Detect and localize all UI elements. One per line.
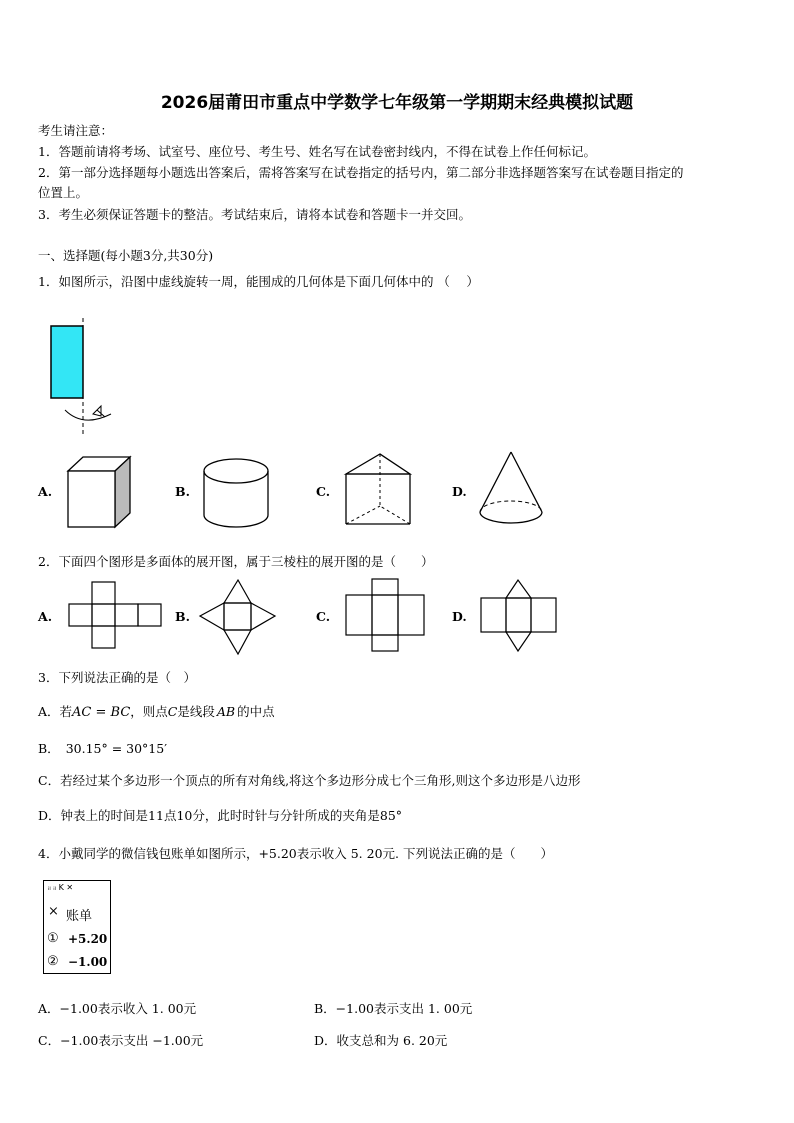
q3-d-mid2: 分，此时时针与分针所成的夹角是 bbox=[192, 808, 380, 823]
q2-option-b-label: B. bbox=[175, 609, 190, 624]
q2-option-c-label: C. bbox=[316, 609, 331, 624]
net-c-figure bbox=[345, 578, 429, 654]
q3-a-mid: ，则点 bbox=[130, 704, 168, 719]
phone-status-bar: ᵢₗ ᵢₗ K ✕ bbox=[48, 883, 74, 892]
q4-option-d: D．收支总和为 6. 20元 bbox=[314, 1033, 448, 1048]
row-2-index: ② bbox=[47, 954, 59, 969]
q1-option-c-label: C. bbox=[316, 484, 331, 499]
q1-option-b-label: B. bbox=[175, 484, 190, 499]
q3-d-hour: 11 bbox=[148, 808, 164, 823]
q4-option-b: B．−1.00表示支出 1. 00元 bbox=[314, 1001, 473, 1016]
q1-option-a-label: A. bbox=[38, 484, 53, 499]
notice-item-3: 3．考生必须保证答题卡的整洁。考试结束后，请将本试卷和答题卡一并交回。 bbox=[38, 207, 471, 222]
section-heading: 一、选择题(每小题3分,共30分) bbox=[38, 248, 214, 263]
q3-option-b bbox=[38, 739, 167, 757]
triangular-prism-figure bbox=[344, 452, 416, 530]
page-title: 2026届莆田市重点中学数学七年级第一学期期末经典模拟试题 bbox=[160, 93, 634, 113]
net-d-figure bbox=[480, 578, 560, 654]
q3-option-c: C．若经过某个多边形一个顶点的所有对角线,将这个多边形分成七个三角形,则这个多边形是八边形 bbox=[38, 773, 581, 788]
bill-title: 账单 bbox=[66, 909, 93, 924]
q3-b-label: B． bbox=[38, 741, 60, 756]
q3-a-suffix: 的中点 bbox=[237, 704, 275, 719]
cylinder-figure bbox=[202, 455, 274, 535]
notice-heading: 考生请注意： bbox=[38, 123, 114, 138]
q3-a-segment: AB bbox=[216, 704, 236, 719]
row-2-value: −1.00 bbox=[68, 955, 108, 969]
cube-figure bbox=[65, 455, 135, 530]
rotation-figure bbox=[45, 318, 135, 438]
cyan-rectangle bbox=[51, 326, 83, 398]
question-4-stem: 4．小戴同学的微信钱包账单如图所示，+5.20表示收入 5. 20元. 下列说法正确的是（ ） bbox=[38, 846, 553, 861]
q4-option-a: A．−1.00表示收入 1. 00元 bbox=[38, 1001, 197, 1016]
q3-a-point: C bbox=[167, 704, 178, 719]
question-1-stem: 1．如图所示，沿图中虚线旋转一周，能围成的几何体是下面几何体中的 （ ） bbox=[38, 274, 479, 289]
row-1-index: ① bbox=[47, 931, 59, 946]
q3-d-prefix: D．钟表上的时间是 bbox=[38, 808, 149, 823]
q3-b-math: 30.15° = 30°15′ bbox=[65, 741, 168, 756]
q2-option-a-label: A. bbox=[38, 609, 53, 624]
wallet-bill-figure bbox=[43, 880, 111, 974]
q3-d-mid1: 点 bbox=[163, 808, 177, 823]
q3-a-prefix: A．若 bbox=[38, 704, 73, 719]
q1-option-d-label: D. bbox=[452, 484, 467, 499]
question-3-stem: 3．下列说法正确的是（ ） bbox=[38, 670, 196, 685]
cone-figure bbox=[478, 450, 548, 532]
q3-option-a bbox=[38, 702, 275, 720]
notice-item-2: 2．第一部分选择题每小题选出答案后，需将答案写在试卷指定的括号内，第二部分非选择题答案写在试卷题目指定的 bbox=[38, 165, 684, 180]
notice-item-2-cont: 位置上。 bbox=[38, 185, 89, 200]
row-1-value: +5.20 bbox=[68, 932, 108, 946]
q3-option-d bbox=[38, 806, 402, 824]
q2-option-d-label: D. bbox=[452, 609, 467, 624]
q3-d-angle: 85° bbox=[379, 808, 403, 823]
q3-a-math: AC = BC bbox=[72, 705, 131, 720]
q3-a-mid2: 是线段 bbox=[177, 704, 215, 719]
notice-item-1: 1．答题前请将考场、试室号、座位号、考生号、姓名写在试卷密封线内，不得在试卷上作任何标记。 bbox=[38, 144, 596, 159]
net-a-figure bbox=[68, 581, 164, 653]
q3-d-minute: 10 bbox=[176, 808, 193, 823]
q4-option-c: C．−1.00表示支出 −1.00元 bbox=[38, 1033, 204, 1048]
net-b-figure bbox=[198, 578, 278, 658]
close-icon: × bbox=[48, 904, 59, 919]
question-2-stem: 2．下面四个图形是多面体的展开图，属于三棱柱的展开图的是（ ） bbox=[38, 554, 434, 569]
rotation-arrow bbox=[65, 410, 111, 420]
